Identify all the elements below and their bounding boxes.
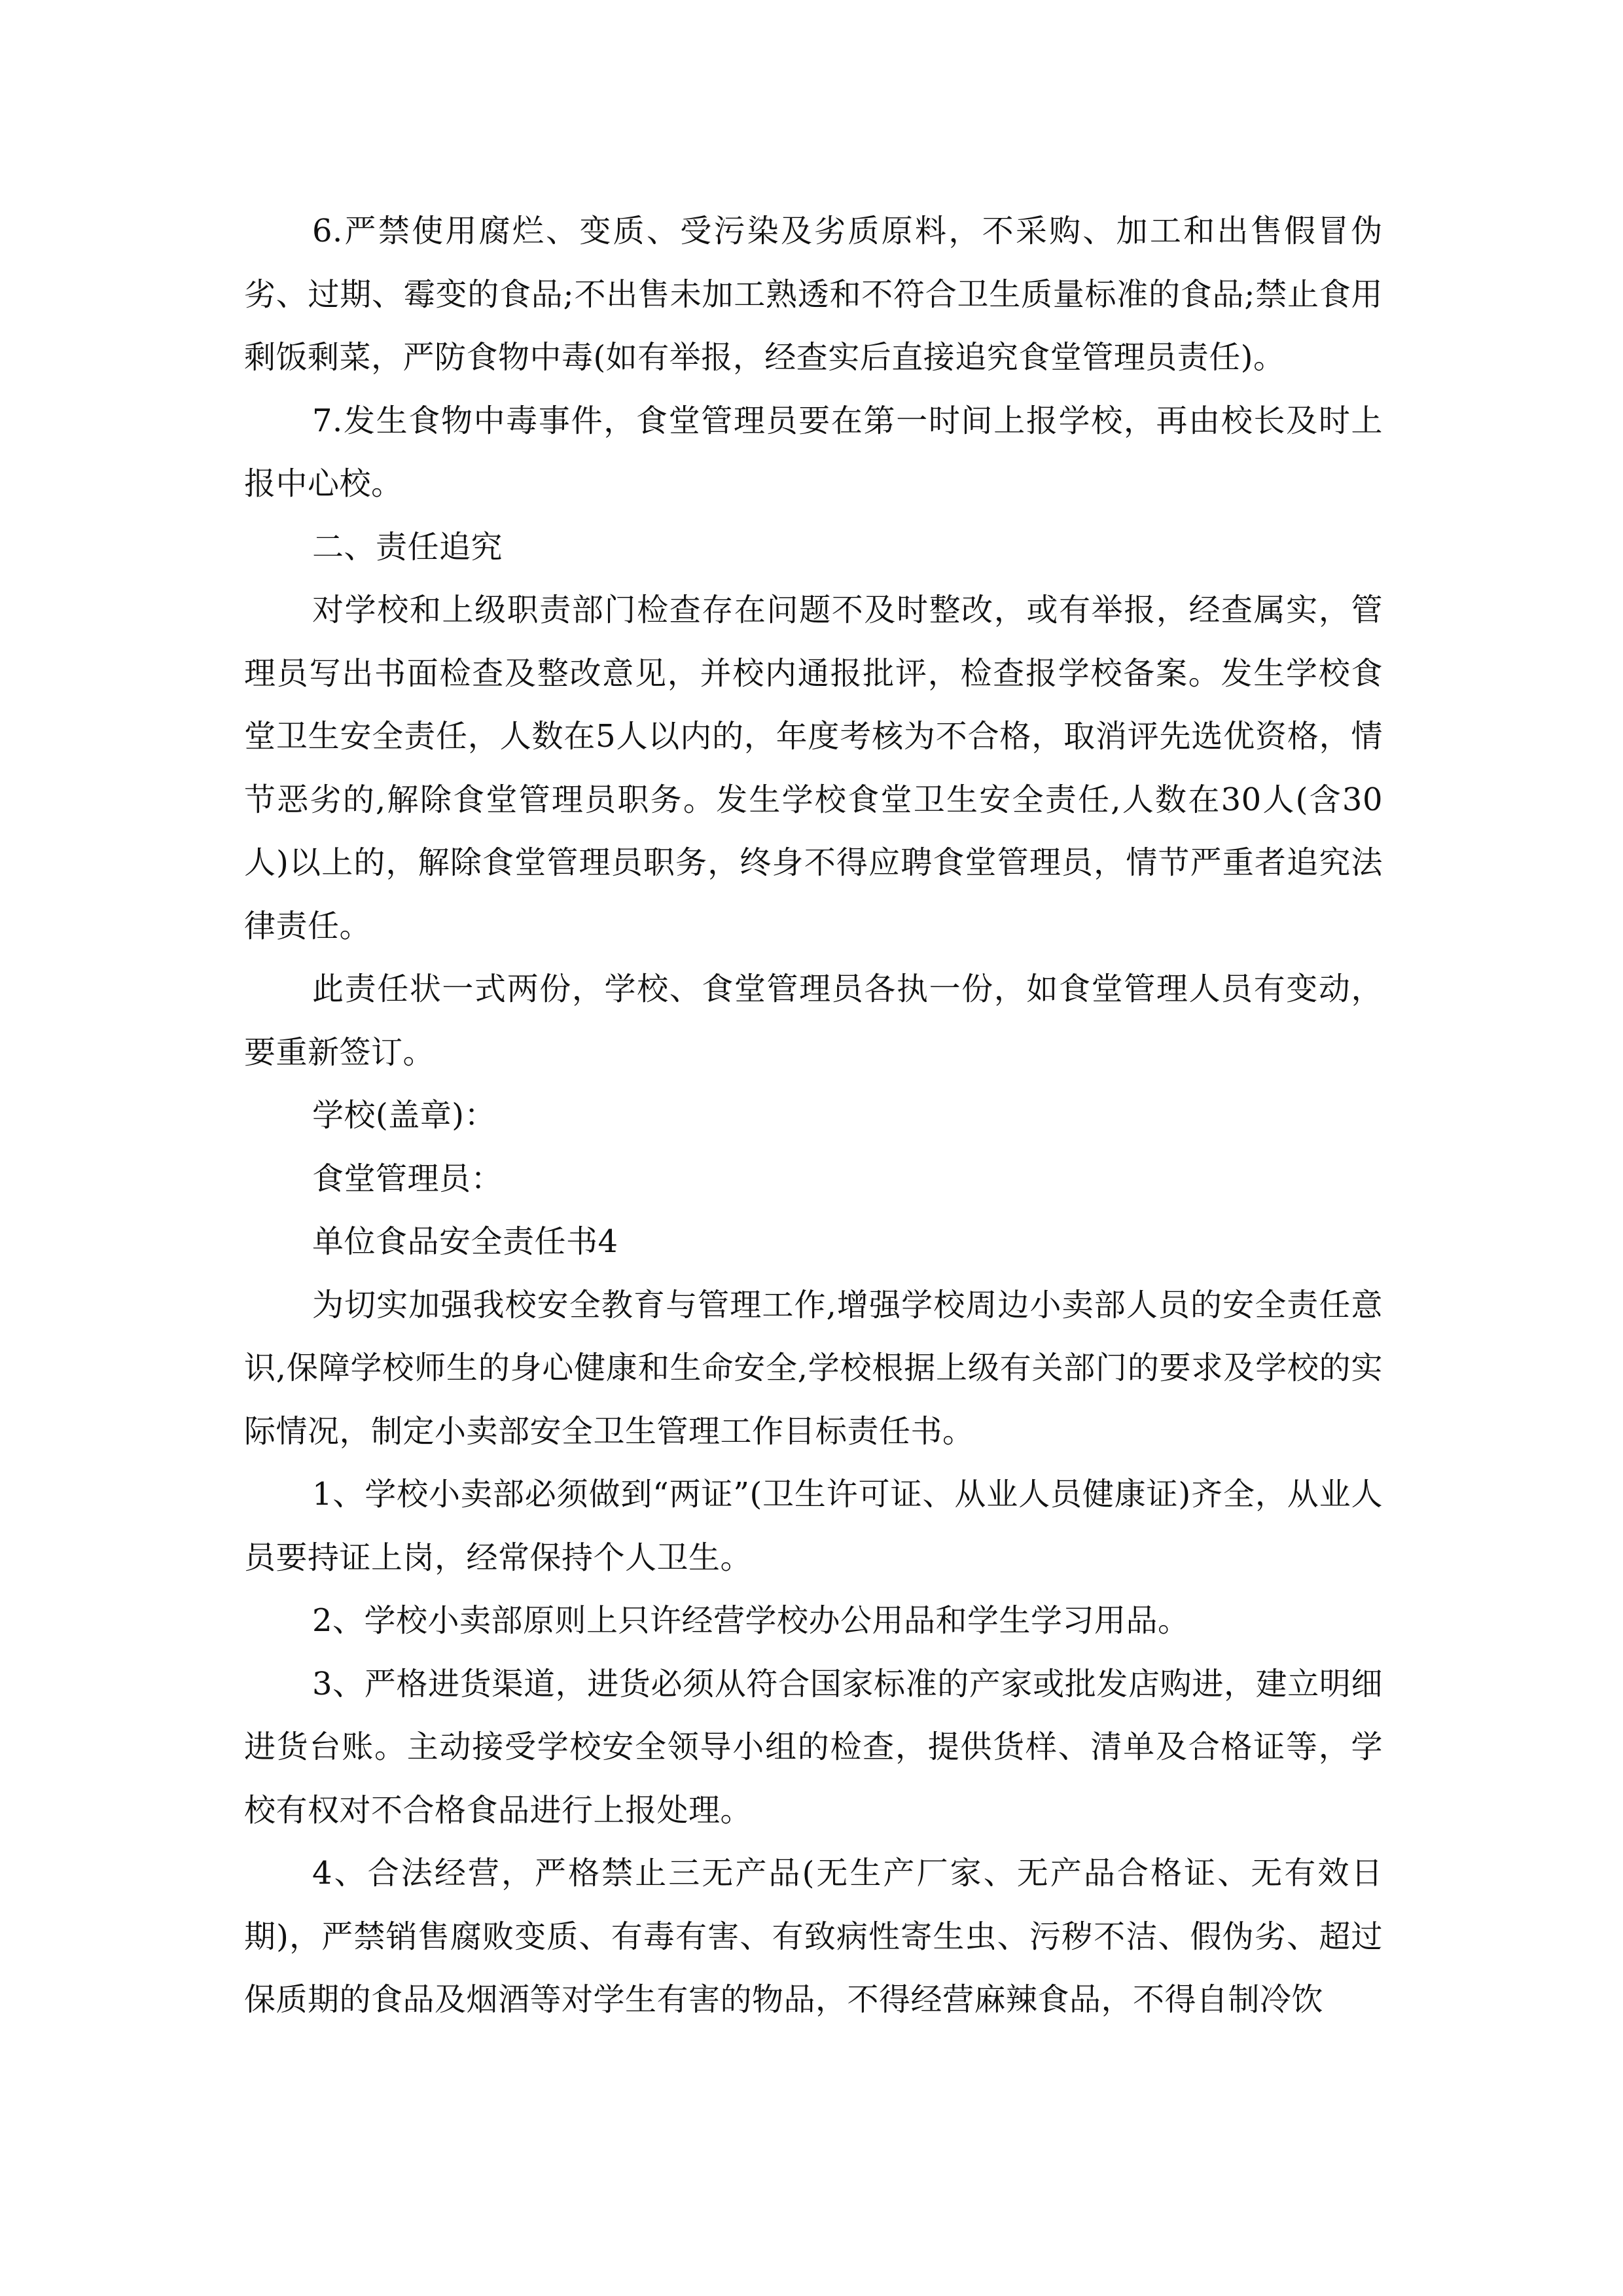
- paragraph-intro: 为切实加强我校安全教育与管理工作,增强学校周边小卖部人员的安全责任意识,保障学校师生的身心健康和生命安全,学校根据上级有关部门的要求及学校的实际情况，制定小卖部安全卫生管理工作目标责任书。: [244, 1286, 1383, 1450]
- paragraph-item-1: 1、学校小卖部必须做到“两证”(卫生许可证、从业人员健康证)齐全，从业人员要持证上岗，经常保持个人卫生。: [244, 1476, 1383, 1576]
- paragraph-item-4: 4、合法经营，严格禁止三无产品(无生产厂家、无产品合格证、无有效日期)，严禁销售腐败变质、有毒有害、有致病性寄生虫、污秽不洁、假伪劣、超过保质期的食品及烟酒等对学生有害的物品，不得经营麻辣食品，不得自制冷饮: [244, 1855, 1383, 2018]
- paragraph-item-6: 6.严禁使用腐烂、变质、受污染及劣质原料，不采购、加工和出售假冒伪劣、过期、霉变的食品;不出售未加工熟透和不符合卫生质量标准的食品;禁止食用剩饭剩菜，严防食物中毒(如有举报，经查实后直接追究食堂管理员责任)。: [244, 213, 1383, 376]
- paragraph-item-2: 2、学校小卖部原则上只许经营学校办公用品和学生学习用品。: [312, 1602, 1190, 1639]
- document-body: [244, 200, 1383, 2032]
- paragraph-item-3: 3、严格进货渠道，进货必须从符合国家标准的产家或批发店购进，建立明细进货台账。主动接受学校安全领导小组的检查，提供货样、清单及合格证等，学校有权对不合格食品进行上报处理。: [244, 1665, 1383, 1829]
- paragraph-accountability: 对学校和上级职责部门检查存在问题不及时整改，或有举报，经查属实，管理员写出书面检查及整改意见，并校内通报批评，检查报学校备案。发生学校食堂卫生安全责任，人数在5人以内的，年度考核为不合格，取消评先选优资格，情节恶劣的,解除食堂管理员职务。发生学校食堂卫生安全责任,人数在30人(含30人)以上的，解除食堂管理员职务，终身不得应聘食堂管理员，情节严重者追究法律责任。: [244, 592, 1383, 944]
- paragraph-item-7: 7.发生食物中毒事件，食堂管理员要在第一时间上报学校，再由校长及时上报中心校。: [244, 402, 1383, 502]
- document-title-4: 单位食品安全责任书4: [312, 1223, 618, 1260]
- signature-line-school: 学校(盖章)：: [312, 1097, 496, 1134]
- paragraph-copies: 此责任状一式两份，学校、食堂管理员各执一份，如食堂管理人员有变动，要重新签订。: [244, 971, 1383, 1071]
- signature-line-canteen-manager: 食堂管理员：: [312, 1160, 503, 1197]
- section-heading-responsibility: 二、责任追究: [312, 528, 503, 565]
